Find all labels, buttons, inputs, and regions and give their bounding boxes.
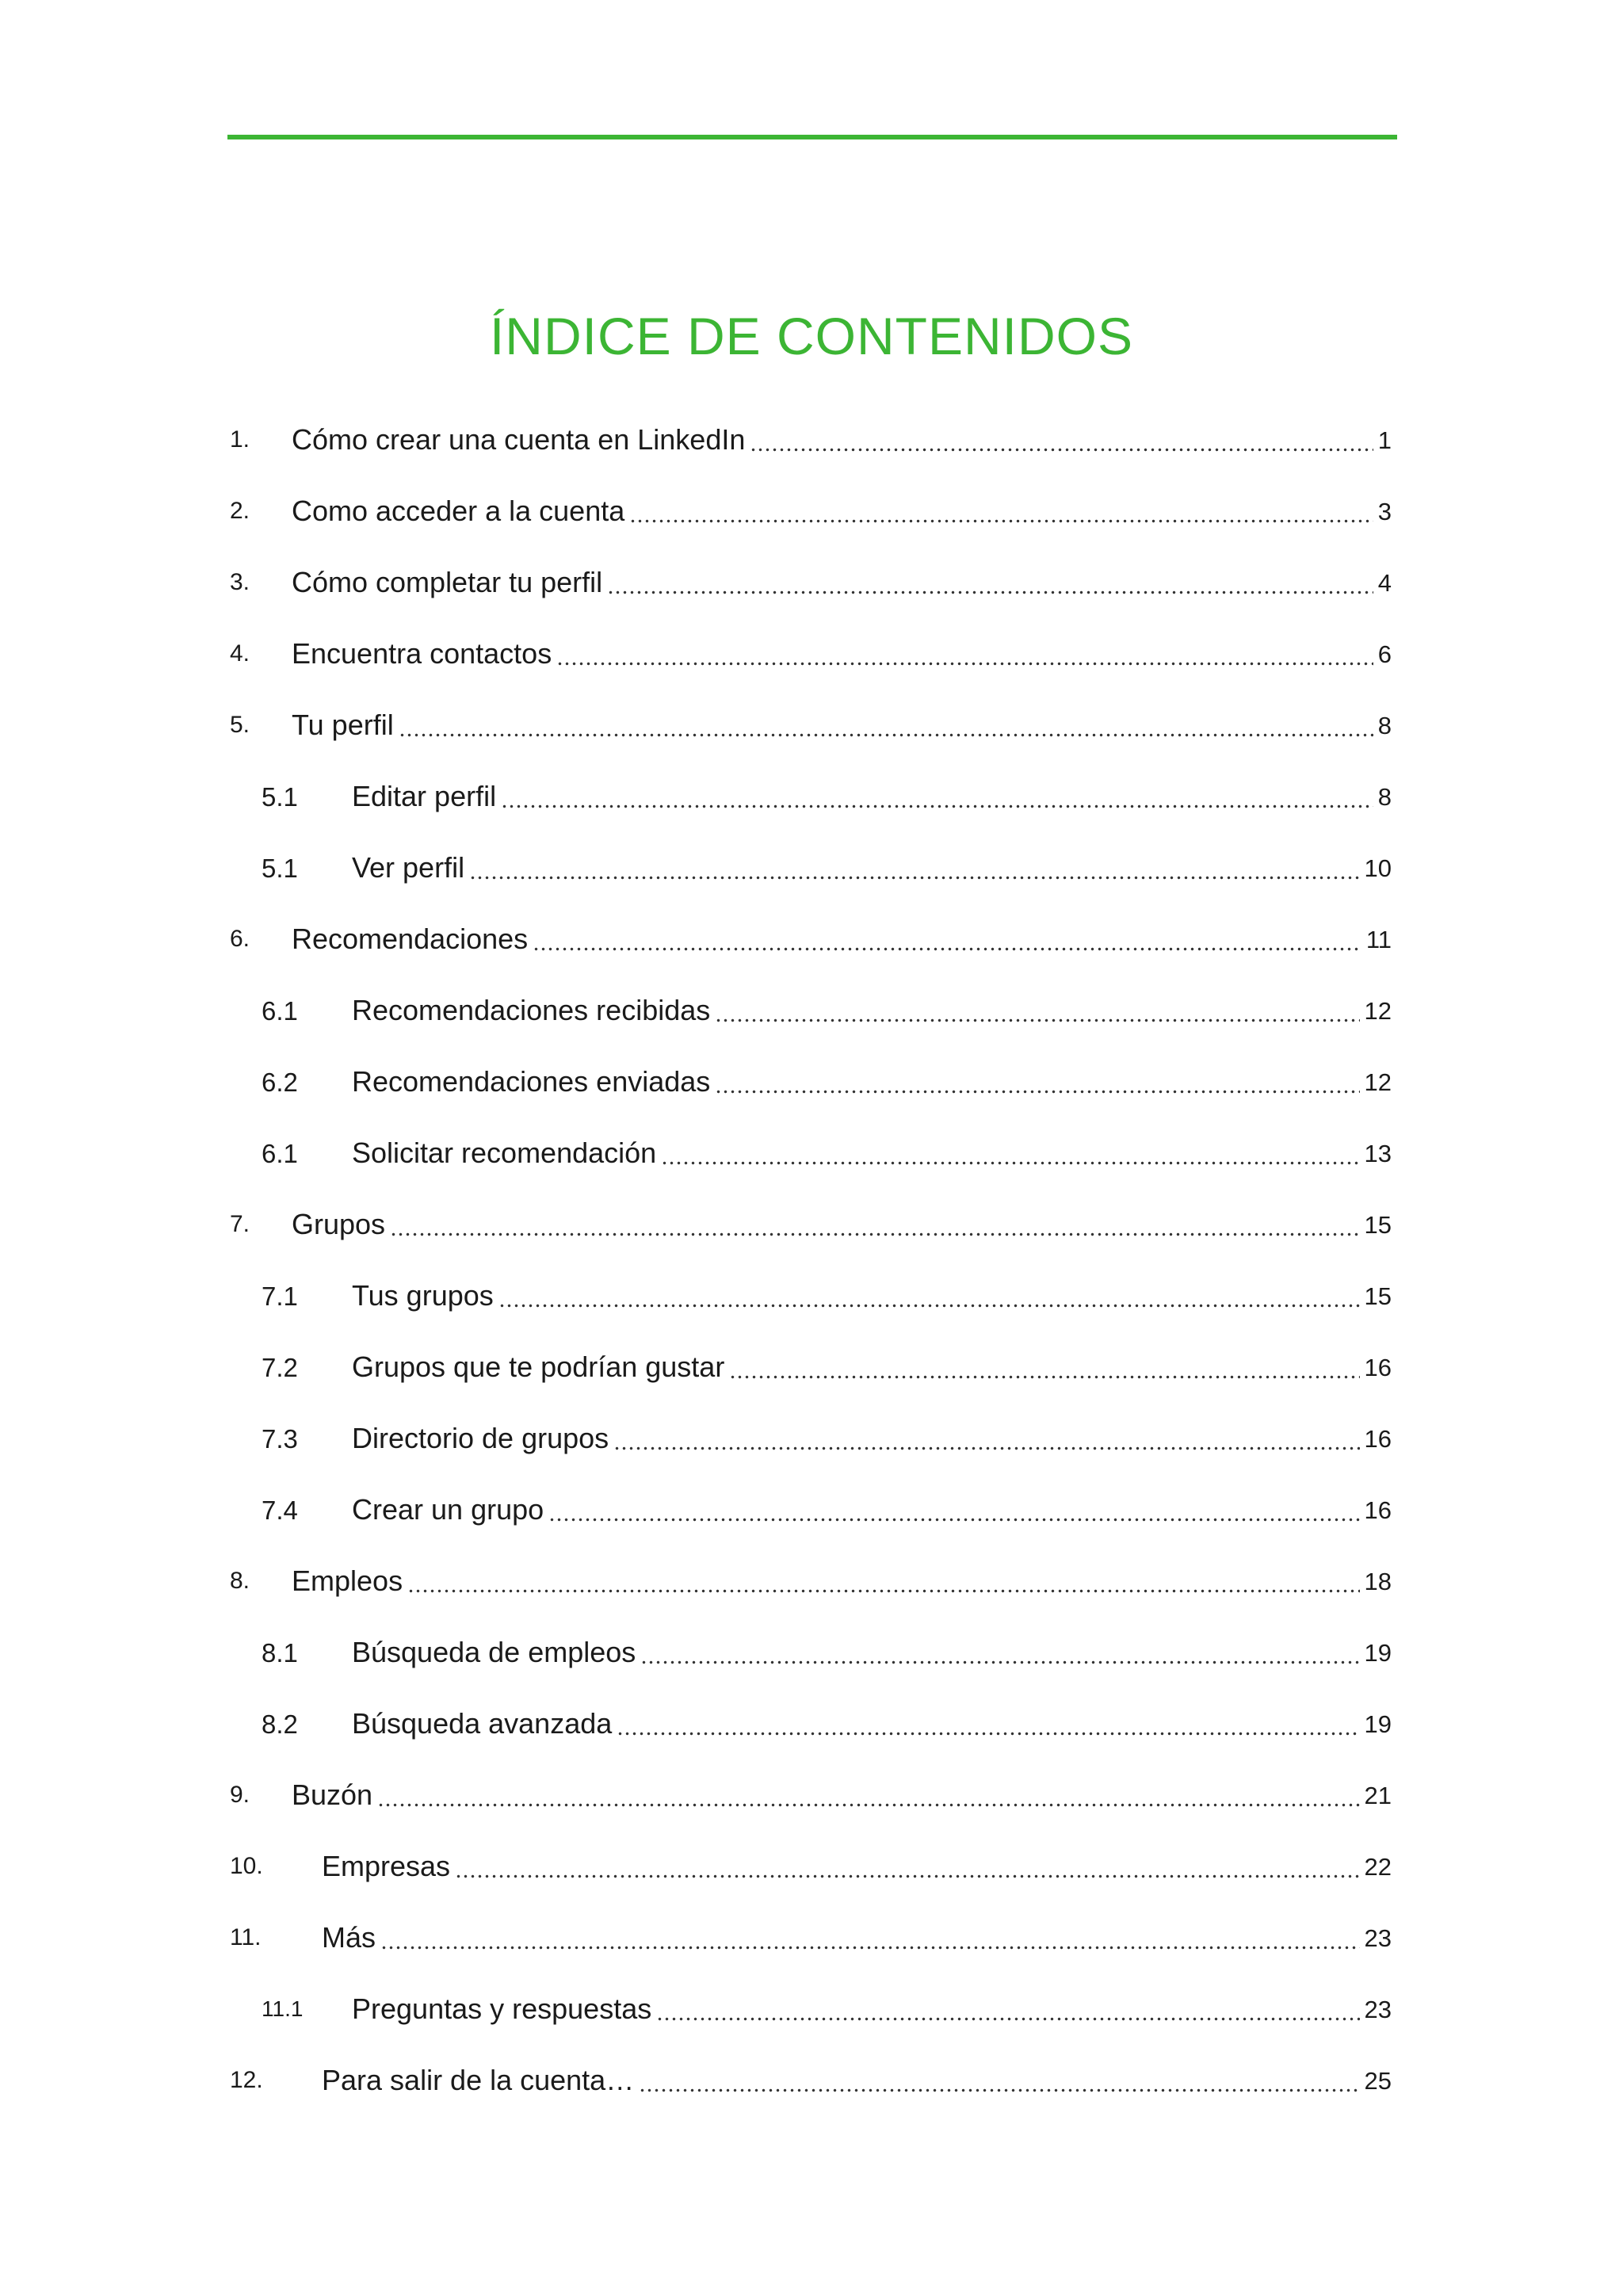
toc-dot-leader	[715, 1068, 1359, 1096]
toc-dot-leader	[750, 426, 1373, 454]
toc-entry-label: Búsqueda de empleos	[352, 1636, 636, 1668]
toc-dot-leader	[607, 568, 1373, 597]
toc-entry[interactable]	[230, 618, 1392, 690]
toc-entry-page: 11	[1365, 925, 1392, 953]
toc-entry-page: 23	[1364, 1924, 1392, 1952]
toc-dot-leader	[377, 1781, 1359, 1809]
toc-dot-leader	[556, 640, 1373, 668]
toc-subentry[interactable]	[230, 975, 1392, 1046]
toc-entry-label: Cómo crear una cuenta en LinkedIn	[292, 423, 746, 456]
toc-entry-label: Encuentra contactos	[292, 637, 552, 670]
toc-dot-leader	[399, 711, 1373, 739]
toc-entry-number: 12.	[230, 2067, 263, 2093]
toc-entry-page: 16	[1364, 1496, 1392, 1524]
toc-entry-page: 16	[1364, 1353, 1392, 1381]
toc-dot-leader	[455, 1852, 1359, 1881]
toc-entry-label: Solicitar recomendación	[352, 1137, 657, 1169]
toc-dot-leader	[380, 1924, 1360, 1952]
toc-entry-label: Directorio de grupos	[352, 1422, 609, 1454]
toc-entry-label: Cómo completar tu perfil	[292, 566, 603, 598]
toc-entry-page: 3	[1377, 497, 1392, 525]
toc-subentry[interactable]	[230, 761, 1392, 832]
toc-entry-number: 8.1	[262, 1637, 298, 1668]
toc-entry-page: 19	[1364, 1710, 1392, 1738]
toc-entry-number: 5.	[230, 712, 250, 738]
toc-subentry[interactable]	[230, 1688, 1392, 1759]
toc-entry-label: Tu perfil	[292, 709, 394, 741]
toc-entry-label: Para salir de la cuenta…	[322, 2064, 635, 2096]
toc-entry-number: 10.	[230, 1853, 263, 1879]
toc-subentry[interactable]	[230, 1403, 1392, 1474]
toc-dot-leader	[629, 497, 1373, 525]
toc-dot-leader	[533, 925, 1361, 953]
toc-entry-number: 7.	[230, 1211, 250, 1237]
toc-entry[interactable]	[230, 1902, 1392, 1973]
toc-entry-number: 4.	[230, 640, 250, 667]
toc-dot-leader	[639, 2066, 1359, 2095]
toc-entry-page: 22	[1364, 1852, 1392, 1881]
toc-entry-label: Buzón	[292, 1778, 373, 1811]
toc-entry-number: 6.1	[262, 995, 298, 1026]
toc-dot-leader	[656, 1995, 1359, 2023]
toc-entry-label: Empresas	[322, 1850, 451, 1882]
toc-entry-number: 7.4	[262, 1495, 298, 1525]
toc-entry-number: 7.3	[262, 1423, 298, 1454]
toc-subentry[interactable]	[230, 1973, 1392, 2045]
toc-entry-number: 11.1	[262, 1996, 304, 2021]
toc-entry[interactable]	[230, 1545, 1392, 1617]
toc-subentry[interactable]	[230, 1260, 1392, 1331]
toc-entry-page: 4	[1377, 568, 1392, 597]
toc-entry-label: Grupos	[292, 1208, 386, 1240]
toc-entry[interactable]	[230, 690, 1392, 761]
toc-entry-page: 8	[1377, 782, 1392, 811]
toc-dot-leader	[617, 1710, 1359, 1738]
toc-entry-page: 10	[1364, 854, 1392, 882]
toc-entry-number: 11.	[230, 1924, 262, 1950]
toc-entry-number: 6.	[230, 926, 250, 952]
toc-entry-number: 5.1	[262, 781, 298, 812]
toc-entry-label: Como acceder a la cuenta	[292, 495, 625, 527]
toc-entry-number: 8.	[230, 1568, 250, 1594]
toc-entry-number: 8.2	[262, 1709, 298, 1739]
toc-dot-leader	[498, 1282, 1360, 1310]
toc-subentry[interactable]	[230, 1331, 1392, 1403]
toc-entry[interactable]	[230, 904, 1392, 975]
toc-list	[230, 404, 1392, 2116]
toc-entry[interactable]	[230, 1189, 1392, 1260]
toc-entry-page: 1	[1377, 426, 1392, 454]
toc-subentry[interactable]	[230, 1117, 1392, 1189]
toc-entry-label: Búsqueda avanzada	[352, 1707, 613, 1740]
toc-entry-number: 6.1	[262, 1138, 298, 1168]
toc-dot-leader	[407, 1567, 1359, 1595]
toc-entry[interactable]	[230, 2045, 1392, 2116]
toc-entry-number: 3.	[230, 569, 250, 595]
toc-entry-label: Tus grupos	[352, 1279, 494, 1312]
toc-dot-leader	[661, 1139, 1359, 1167]
toc-dot-leader	[729, 1353, 1359, 1381]
toc-entry-label: Ver perfil	[352, 851, 465, 884]
toc-title: ÍNDICE DE CONTENIDOS	[489, 307, 1134, 365]
toc-entry-page: 15	[1364, 1210, 1392, 1239]
toc-entry-number: 7.2	[262, 1352, 298, 1382]
toc-entry-label: Recomendaciones enviadas	[352, 1065, 711, 1098]
toc-entry-number: 7.1	[262, 1281, 298, 1311]
toc-dot-leader	[469, 854, 1359, 882]
toc-dot-leader	[613, 1424, 1359, 1453]
toc-dot-leader	[501, 782, 1373, 811]
toc-entry-label: Preguntas y respuestas	[352, 1992, 652, 2025]
toc-entry-label: Grupos que te podrían gustar	[352, 1350, 725, 1383]
toc-entry-page: 19	[1364, 1638, 1392, 1667]
toc-entry-page: 25	[1364, 2066, 1392, 2095]
toc-entry-label: Más	[322, 1921, 376, 1954]
toc-entry-label: Editar perfil	[352, 780, 497, 812]
toc-entry-page: 23	[1364, 1995, 1392, 2023]
toc-entry[interactable]	[230, 547, 1392, 618]
toc-entry-number: 6.2	[262, 1067, 298, 1097]
toc-dot-leader	[640, 1638, 1359, 1667]
toc-entry-number: 5.1	[262, 853, 298, 883]
toc-entry-page: 21	[1364, 1781, 1392, 1809]
toc-entry-page: 18	[1364, 1567, 1392, 1595]
toc-dot-leader	[715, 996, 1359, 1025]
toc-entry[interactable]	[230, 1759, 1392, 1831]
toc-subentry[interactable]	[230, 1617, 1392, 1688]
toc-entry-label: Empleos	[292, 1564, 403, 1597]
toc-entry-page: 16	[1364, 1424, 1392, 1453]
toc-subentry[interactable]	[230, 832, 1392, 904]
toc-entry-page: 6	[1377, 640, 1392, 668]
toc-entry-label: Crear un grupo	[352, 1493, 544, 1526]
toc-entry[interactable]	[230, 1831, 1392, 1902]
toc-entry-number: 9.	[230, 1782, 250, 1808]
toc-entry-page: 13	[1364, 1139, 1392, 1167]
toc-entry[interactable]	[230, 404, 1392, 476]
toc-entry-page: 8	[1377, 711, 1392, 739]
header-rule	[227, 135, 1397, 139]
toc-dot-leader	[390, 1210, 1359, 1239]
toc-entry[interactable]	[230, 476, 1392, 547]
toc-subentry[interactable]	[230, 1046, 1392, 1117]
toc-subentry[interactable]	[230, 1474, 1392, 1545]
toc-entry-label: Recomendaciones	[292, 923, 529, 955]
toc-entry-page: 12	[1364, 996, 1392, 1025]
toc-dot-leader	[548, 1496, 1359, 1524]
toc-entry-number: 1.	[230, 426, 250, 453]
toc-entry-number: 2.	[230, 498, 250, 524]
toc-entry-label: Recomendaciones recibidas	[352, 994, 711, 1026]
toc-entry-page: 15	[1364, 1282, 1392, 1310]
toc-entry-page: 12	[1364, 1068, 1392, 1096]
